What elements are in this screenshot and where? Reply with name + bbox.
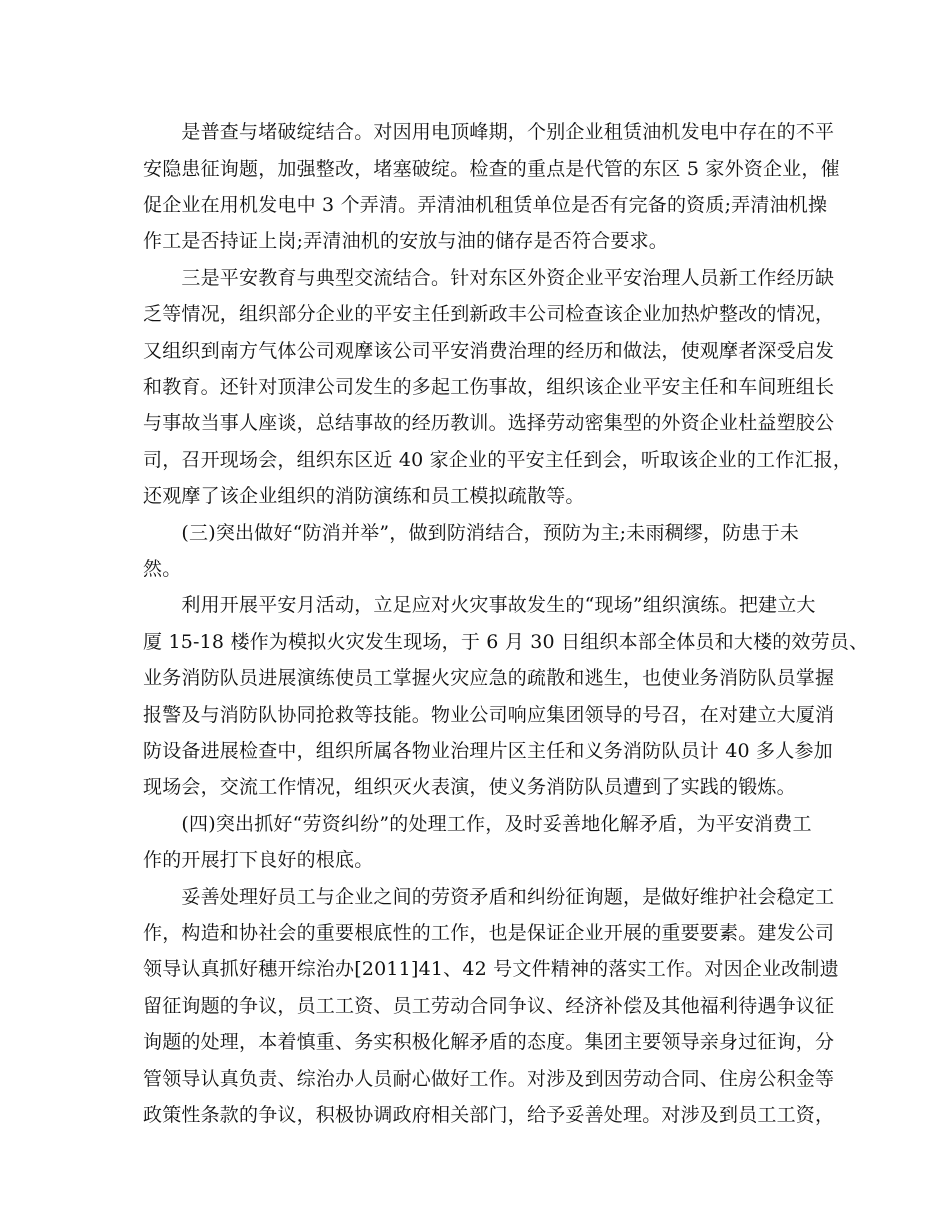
paragraph-line: 厦 15-18 楼作为模拟火灾发生现场，于 6 月 30 日组织本部全体员和大楼的效劳员、	[143, 631, 869, 653]
paragraph-line: 安隐患征询题，加强整改，堵塞破绽。检查的重点是代管的东区 5 家外资企业，催	[143, 158, 840, 180]
paragraph-line: 妥善处理好员工与企业之间的劳资矛盾和纠纷征询题，是做好维护社会稳定工	[143, 886, 835, 908]
paragraph-line: 司，召开现场会，组织东区近 40 家企业的平安主任到会，听取该企业的工作汇报，	[143, 449, 853, 471]
paragraph-line: 领导认真抓好穗开综治办[2011]41、42 号文件精神的落实工作。对因企业改制遗	[143, 958, 839, 980]
paragraph-line: 防设备进展检查中，组织所属各物业治理片区主任和义务消防队员计 40 多人参加	[143, 740, 833, 762]
paragraph-line: 询题的处理，本着慎重、务实积极化解矛盾的态度。集团主要领导亲身过征询，分	[143, 1031, 835, 1053]
paragraph-line: 与事故当事人座谈，总结事故的经历教训。选择劳动密集型的外资企业杜益塑胶公	[143, 412, 835, 434]
paragraph-line: 利用开展平安月活动，立足应对火灾事故发生的“现场”组织演练。把建立大	[143, 594, 816, 616]
paragraph-line: 三是平安教育与典型交流结合。针对东区外资企业平安治理人员新工作经历缺	[143, 267, 835, 289]
paragraph-line: 现场会，交流工作情况，组织灭火表演，使义务消防队员遭到了实践的锻炼。	[143, 776, 796, 798]
paragraph-line: 然。	[143, 558, 182, 580]
paragraph-line: 作的开展打下良好的根底。	[143, 849, 374, 871]
paragraph-line: 又组织到南方气体公司观摩该公司平安消费治理的经历和做法，使观摩者深受启发	[143, 340, 835, 362]
paragraph-line: 还观摩了该企业组织的消防演练和员工模拟疏散等。	[143, 485, 585, 507]
paragraph-line: 作，构造和协社会的重要根底性的工作，也是保证企业开展的重要要素。建发公司	[143, 922, 835, 944]
paragraph-line: 乏等情况，组织部分企业的平安主任到新政丰公司检查该企业加热炉整改的情况，	[143, 303, 835, 325]
paragraph-line: 政策性条款的争议，积极协调政府相关部门，给予妥善处理。对涉及到员工工资，	[143, 1104, 835, 1126]
paragraph-line: 促企业在用机发电中 3 个弄清。弄清油机租赁单位是否有完备的资质;弄清油机操	[143, 194, 828, 216]
paragraph-line: 是普查与堵破绽结合。对因用电顶峰期，个别企业租赁油机发电中存在的不平	[143, 121, 835, 143]
paragraph-line: 留征询题的争议，员工工资、员工劳动合同争议、经济补偿及其他福利待遇争议征	[143, 995, 835, 1017]
paragraph-line: 业务消防队员进展演练使员工掌握火灾应急的疏散和逃生，也使业务消防队员掌握	[143, 667, 835, 689]
paragraph-line: (四)突出抓好“劳资纠纷”的处理工作，及时妥善地化解矛盾，为平安消费工	[143, 813, 812, 835]
paragraph-line: 作工是否持证上岗;弄清油机的安放与油的储存是否符合要求。	[143, 230, 669, 252]
paragraph-line: 和教育。还针对顶津公司发生的多起工伤事故，组织该企业平安主任和车间班组长	[143, 376, 835, 398]
paragraph-line: (三)突出做好“防消并举”，做到防消结合，预防为主;未雨稠缪，防患于未	[143, 522, 800, 544]
paragraph-line: 报警及与消防队协同抢救等技能。物业公司响应集团领导的号召，在对建立大厦消	[143, 704, 835, 726]
paragraph-line: 管领导认真负责、综治办人员耐心做好工作。对涉及到因劳动合同、住房公积金等	[143, 1068, 835, 1090]
